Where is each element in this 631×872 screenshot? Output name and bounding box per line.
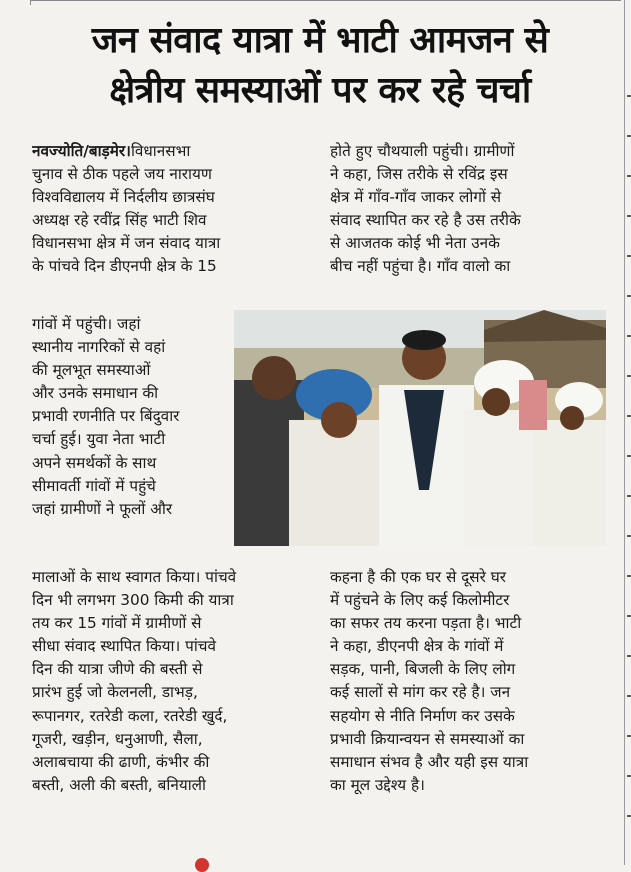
text-line: दिन भी लगभग 300 किमी की यात्रा <box>32 591 234 610</box>
news-photo <box>234 310 606 546</box>
text-line: ने कहा, जिस तरीके से रविंद्र इस <box>330 165 508 184</box>
text-line: समाधान संभव है और यही इस यात्रा <box>330 752 529 771</box>
text-line-segment: विधानसभा <box>130 142 191 160</box>
photo-elder-face <box>482 388 510 416</box>
text-line: से आजतक कोई भी नेता उनके <box>330 234 500 253</box>
headline-line-2: क्षेत्रीय समस्याओं पर कर रहे चर्चा <box>109 70 531 111</box>
photo-person-blue-turban-face <box>321 402 357 438</box>
text-line <box>32 140 317 163</box>
text-line: चर्चा हुई। युवा नेता भाटी <box>32 430 166 449</box>
photo-right-elder-body <box>534 420 606 546</box>
text-line: प्रभावी रणनीति पर बिंदुवार <box>32 407 180 426</box>
article-column-left-wrap <box>32 313 237 521</box>
top-border-rule <box>30 0 621 5</box>
text-line: रूपानगर, रतरेडी कला, रतरेडी खुर्द, <box>32 706 228 725</box>
text-line: सीधा संवाद स्थापित किया। पांचवे <box>32 637 217 656</box>
text-line: सीमावर्ती गांवों में पहुंचे <box>32 476 156 495</box>
text-line: गांवों में पहुंची। जहां <box>32 315 141 333</box>
headline <box>20 16 620 116</box>
text-line: के पांचवे दिन डीएनपी क्षेत्र के 15 <box>32 257 217 276</box>
text-line: प्रभावी क्रियान्वयन से समस्याओं का <box>330 729 525 748</box>
text-line: मालाओं के साथ स्वागत किया। पांचवे <box>32 568 237 586</box>
photo-pink-turban-person <box>519 380 547 430</box>
text-line: दिन की यात्रा जीणे की बस्ती से <box>32 660 203 679</box>
text-line: कई सालों से मांग कर रहे है। जन <box>330 683 511 702</box>
column-divider-rule <box>624 0 625 865</box>
article-column-right-top <box>330 140 610 279</box>
article-column-left-top <box>32 140 317 279</box>
text-line: चुनाव से ठीक पहले जय नारायण <box>32 165 212 184</box>
text-line: का मूल उद्देश्य है। <box>330 775 425 794</box>
article-column-right-bottom <box>330 566 610 797</box>
text-line: प्रारंभ हुई जो केलनली, डाभड़, <box>32 683 198 702</box>
news-photo-graphic <box>234 310 606 546</box>
text-line: विश्वविद्यालय में निर्दलीय छात्रसंघ <box>32 188 215 207</box>
text-line: सहयोग से नीति निर्माण कर उसके <box>330 706 515 725</box>
photo-person-blue-turban-body <box>289 420 384 546</box>
text-line: में पहुंचने के लिए कई किलोमीटर <box>330 591 510 610</box>
photo-person-left-head <box>252 356 296 400</box>
text-line: जहां ग्रामीणों ने फूलों और <box>32 499 173 518</box>
text-line: ने कहा, डीएनपी क्षेत्र के गांवों में <box>330 637 504 656</box>
text-line: तय कर 15 गांवों में ग्रामीणों से <box>32 614 202 633</box>
text-line: अपने समर्थकों के साथ <box>32 453 157 472</box>
photo-elder-body <box>464 410 544 546</box>
text-line: स्थानीय नागरिकों से वहां <box>32 338 166 357</box>
dateline: नवज्योति/बाड़मेर। <box>32 142 131 160</box>
text-line: क्षेत्र में गाँव-गाँव जाकर लोगों से <box>330 188 502 207</box>
text-line: और उनके समाधान की <box>32 384 159 403</box>
text-line: होते हुए चौथयाली पहुंची। ग्रामीणों <box>330 142 515 160</box>
photo-right-elder-face <box>560 406 584 430</box>
adjacent-column-edge <box>627 95 631 855</box>
text-line: संवाद स्थापित कर रहे है उस तरीके <box>330 211 521 230</box>
headline-line-1: जन संवाद यात्रा में भाटी आमजन से <box>91 20 549 61</box>
text-line: बस्ती, अली की बस्ती, बनियाली <box>32 775 206 794</box>
article-column-left-bottom <box>32 566 317 797</box>
text-line: बीच नहीं पहुंचा है। गाँव वालो का <box>330 257 511 276</box>
footer-color-mark <box>195 858 209 872</box>
text-line: की मूलभूत समस्याओं <box>32 361 151 380</box>
text-line: का सफर तय करना पड़ता है। भाटी <box>330 614 522 633</box>
text-line: गूजरी, खड़ीन, धनुआणी, सैला, <box>32 729 203 748</box>
photo-leader-hair <box>402 330 446 350</box>
text-line: विधानसभा क्षेत्र में जन संवाद यात्रा <box>32 234 221 253</box>
text-line: कहना है की एक घर से दूसरे घर <box>330 568 507 586</box>
text-line: सड़क, पानी, बिजली के लिए लोग <box>330 660 516 679</box>
text-line: अध्यक्ष रहे रवींद्र सिंह भाटी शिव <box>32 211 207 230</box>
text-line: अलाबचाया की ढाणी, कंभीर की <box>32 752 210 771</box>
